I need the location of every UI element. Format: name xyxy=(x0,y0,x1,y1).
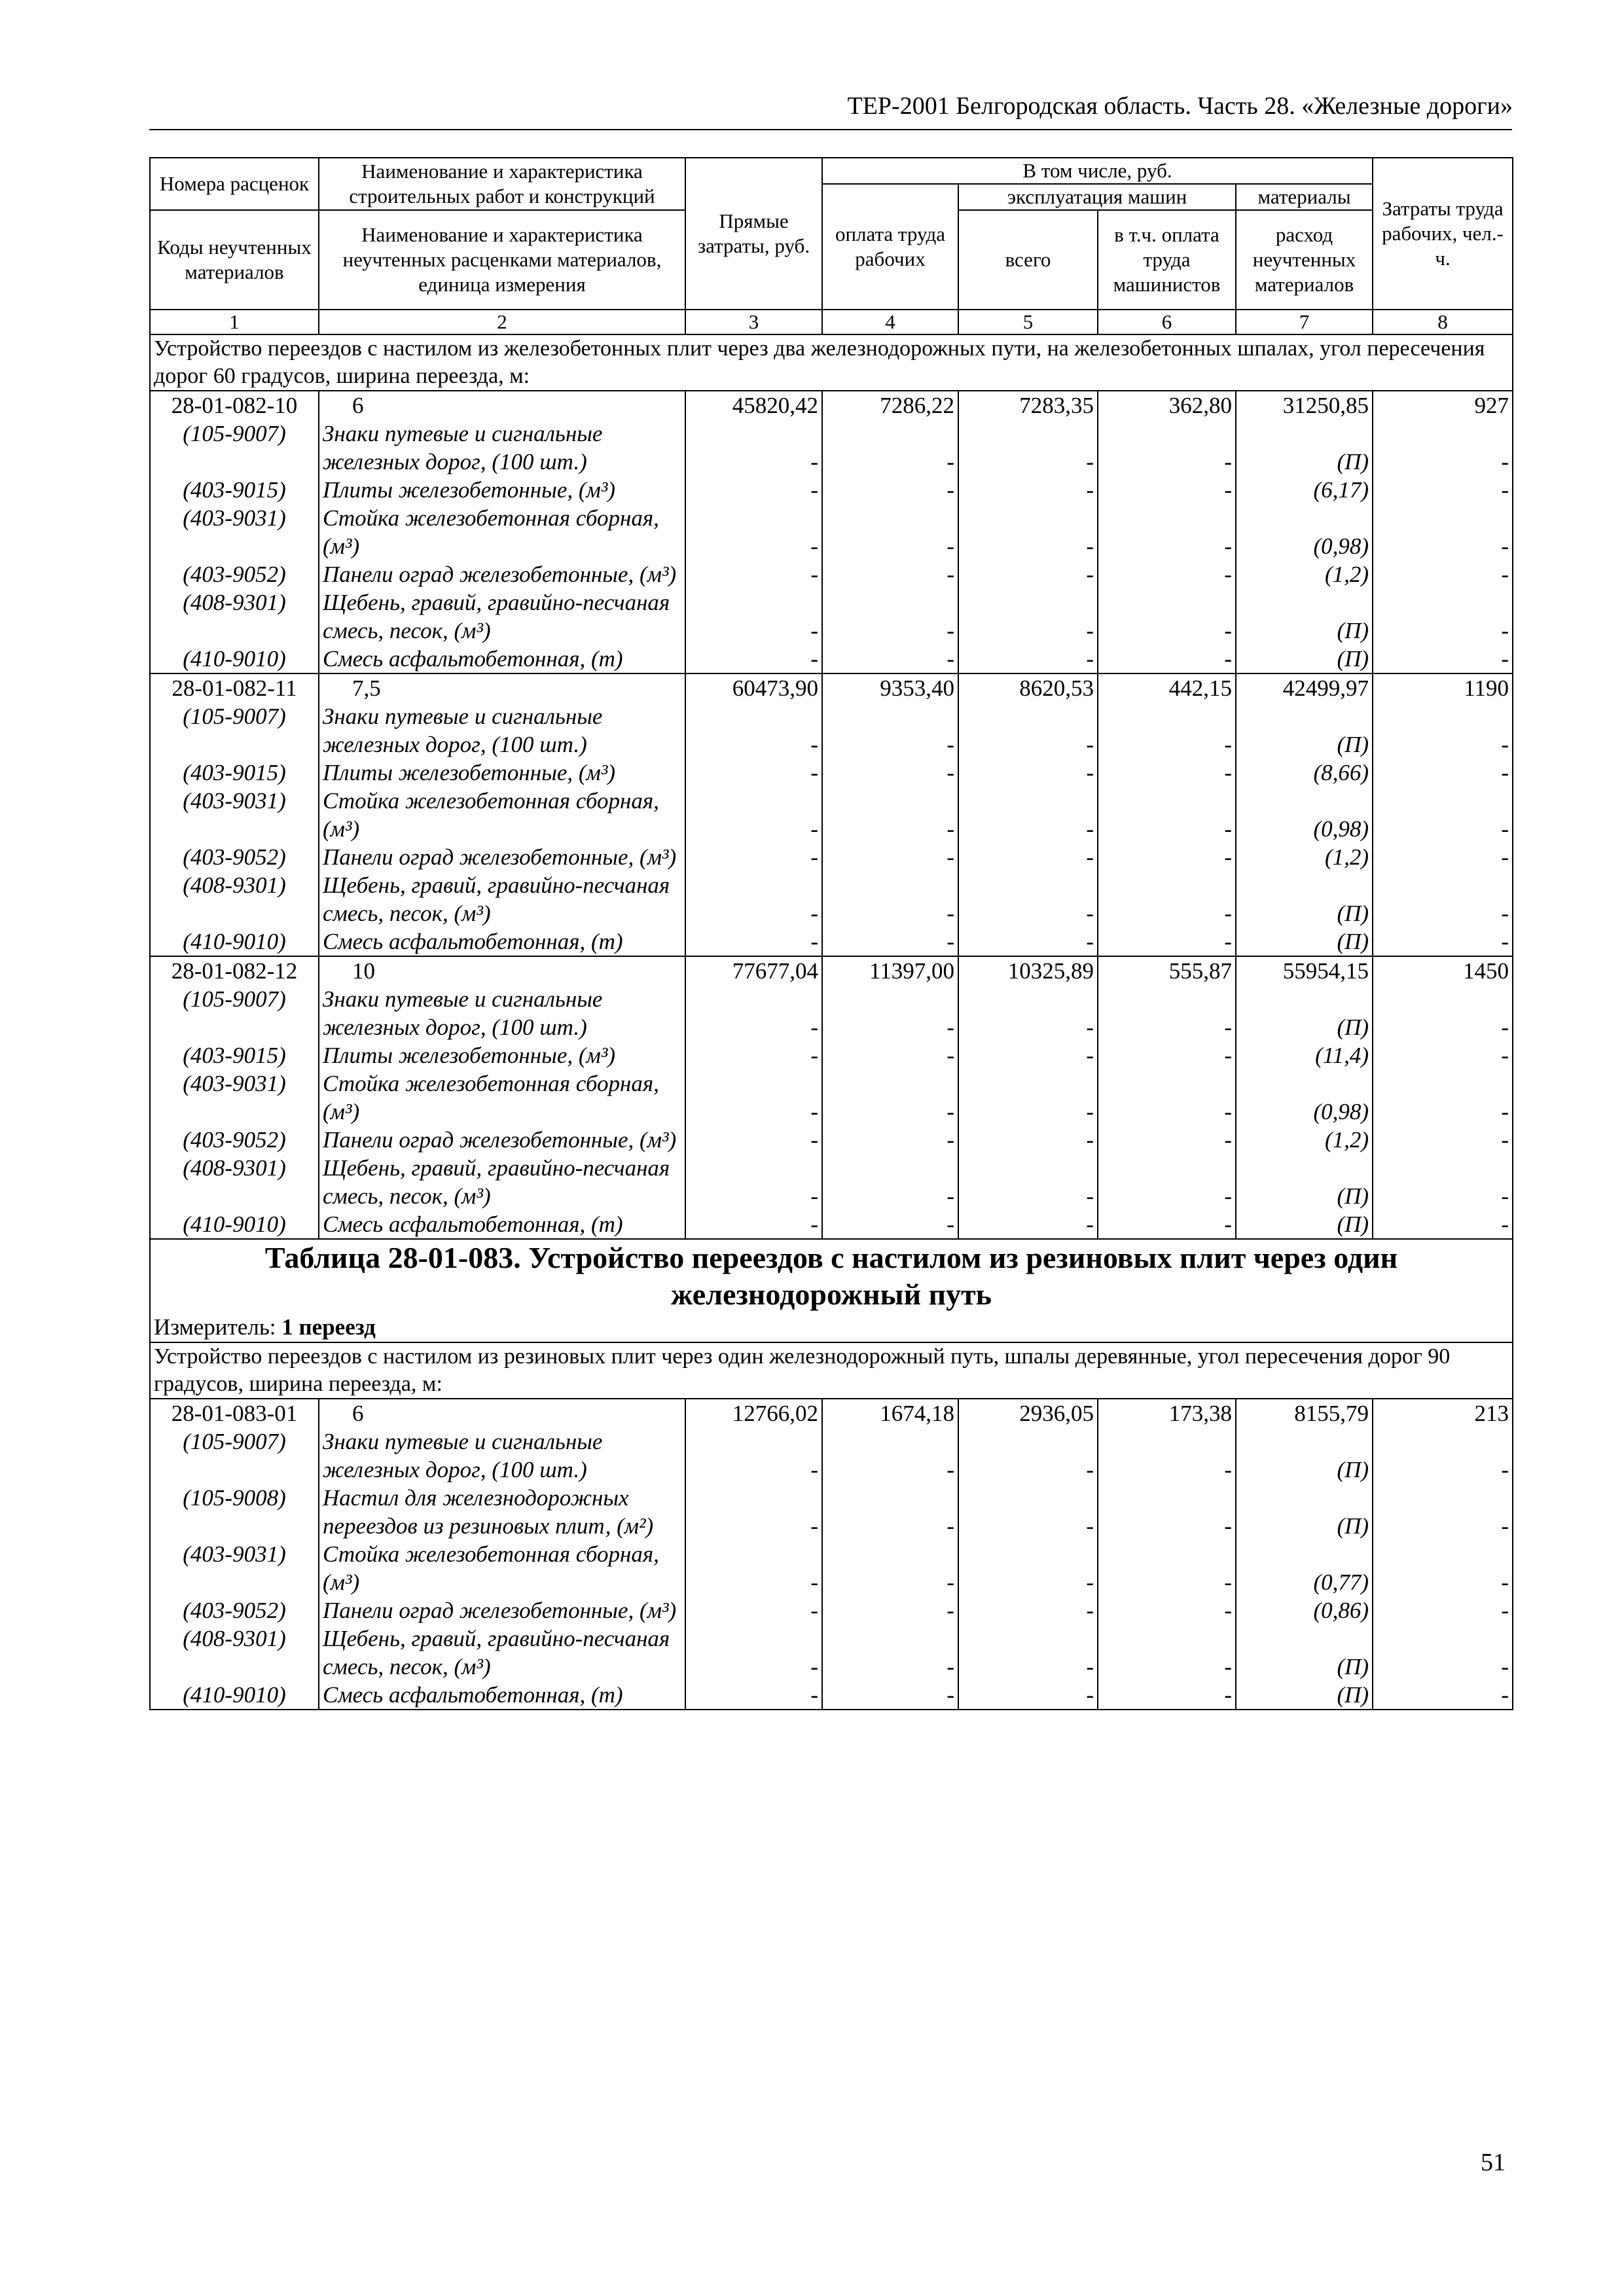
column-number: 6 xyxy=(1098,310,1236,334)
labor-hours-cell: - xyxy=(1373,1154,1513,1210)
material-code: (105-9007) xyxy=(150,985,319,1041)
operators-pay-cell: - xyxy=(1098,871,1236,927)
materials-cell: (П) xyxy=(1236,420,1373,476)
material-row xyxy=(150,420,1513,476)
rate-row xyxy=(150,1399,1513,1427)
workers-pay-cell: - xyxy=(822,1484,958,1540)
column-number: 5 xyxy=(958,310,1098,334)
column-number: 4 xyxy=(822,310,958,334)
materials-cell: (1,2) xyxy=(1236,560,1373,588)
header-operators-pay: в т.ч. оплата труда машинистов xyxy=(1098,210,1236,310)
operators-pay-cell: - xyxy=(1098,843,1236,871)
materials-cell: (0,77) xyxy=(1236,1540,1373,1596)
crossing-width: 6 xyxy=(319,391,685,420)
material-row xyxy=(150,588,1513,645)
workers-pay-cell: - xyxy=(822,420,958,476)
materials-cell: (11,4) xyxy=(1236,1041,1373,1069)
workers-pay-cell: - xyxy=(822,1041,958,1069)
operators-pay-cell: - xyxy=(1098,476,1236,504)
materials-cell: (1,2) xyxy=(1236,1126,1373,1154)
header-materials-group: материалы xyxy=(1236,184,1373,210)
operators-pay-cell: - xyxy=(1098,1624,1236,1681)
workers-pay-cell: 1674,18 xyxy=(822,1399,958,1427)
materials-cell: 8155,79 xyxy=(1236,1399,1373,1427)
operators-pay-cell: - xyxy=(1098,1069,1236,1126)
machines-total-cell: - xyxy=(958,1041,1098,1069)
labor-hours-cell: - xyxy=(1373,476,1513,504)
rate-code: 28-01-083-01 xyxy=(150,1399,319,1427)
material-row xyxy=(150,759,1513,787)
material-row xyxy=(150,1210,1513,1239)
material-code: (403-9052) xyxy=(150,1596,319,1624)
operators-pay-cell: - xyxy=(1098,1596,1236,1624)
operators-pay-cell: - xyxy=(1098,1126,1236,1154)
machines-total-cell: - xyxy=(958,843,1098,871)
labor-hours-cell: - xyxy=(1373,1210,1513,1239)
header-works-name: Наименование и характеристика строительных работ и конструкций xyxy=(319,158,685,210)
labor-hours-cell: - xyxy=(1373,927,1513,956)
labor-hours-cell: - xyxy=(1373,1069,1513,1126)
operators-pay-cell: - xyxy=(1098,787,1236,843)
material-code: (403-9031) xyxy=(150,1069,319,1126)
operators-pay-cell: - xyxy=(1098,504,1236,560)
material-row xyxy=(150,843,1513,871)
workers-pay-cell: - xyxy=(822,1154,958,1210)
header-materials-name: Наименование и характеристика неучтенных расценками материалов, единица измерения xyxy=(319,210,685,310)
machines-total-cell: - xyxy=(958,1154,1098,1210)
machines-total-cell: - xyxy=(958,476,1098,504)
material-name: Настил для железнодорожных переездов из резиновых плит, (м²) xyxy=(319,1484,685,1540)
labor-hours-cell: - xyxy=(1373,504,1513,560)
machines-total-cell: - xyxy=(958,560,1098,588)
operators-pay-cell: 362,80 xyxy=(1098,391,1236,420)
material-row xyxy=(150,1540,1513,1596)
materials-cell: (П) xyxy=(1236,927,1373,956)
direct-costs-cell: - xyxy=(685,1126,822,1154)
table-title-cell xyxy=(150,1239,1513,1313)
machines-total-cell: - xyxy=(958,1126,1098,1154)
labor-hours-cell: - xyxy=(1373,588,1513,645)
table-title: Таблица 28-01-083. Устройство переездов с настилом из резиновых плит через один железнодорожный путь xyxy=(264,1241,1398,1311)
material-code: (408-9301) xyxy=(150,1624,319,1681)
machines-total-cell: - xyxy=(958,1596,1098,1624)
material-name: Знаки путевые и сигнальные железных дорог, (100 шт.) xyxy=(319,702,685,759)
material-name: Смесь асфальтобетонная, (т) xyxy=(319,1210,685,1239)
direct-costs-cell: - xyxy=(685,871,822,927)
direct-costs-cell: 77677,04 xyxy=(685,956,822,985)
material-row xyxy=(150,1427,1513,1484)
labor-hours-cell: - xyxy=(1373,843,1513,871)
header-rule xyxy=(149,129,1512,130)
labor-hours-cell: - xyxy=(1373,1041,1513,1069)
material-row xyxy=(150,1624,1513,1681)
workers-pay-cell: - xyxy=(822,1210,958,1239)
material-code: (403-9015) xyxy=(150,476,319,504)
operators-pay-cell: - xyxy=(1098,1210,1236,1239)
direct-costs-cell: - xyxy=(685,420,822,476)
material-name: Знаки путевые и сигнальные железных дорог, (100 шт.) xyxy=(319,1427,685,1484)
direct-costs-cell: - xyxy=(685,1540,822,1596)
labor-hours-cell: 927 xyxy=(1373,391,1513,420)
header-unaccounted-codes: Коды неучтенных материалов xyxy=(150,210,319,310)
materials-cell: (8,66) xyxy=(1236,759,1373,787)
material-code: (410-9010) xyxy=(150,1210,319,1239)
section-heading: Устройство переездов с настилом из резиновых плит через один железнодорожный путь, шпалы деревянные, угол пересечения дорог 90 градусов, ширина переезда, м: xyxy=(150,1342,1513,1399)
materials-cell: (П) xyxy=(1236,985,1373,1041)
operators-pay-cell: - xyxy=(1098,927,1236,956)
workers-pay-cell: 9353,40 xyxy=(822,673,958,702)
operators-pay-cell: - xyxy=(1098,1484,1236,1540)
material-name: Щебень, гравий, гравийно-песчаная смесь, песок, (м³) xyxy=(319,1624,685,1681)
material-code: (105-9008) xyxy=(150,1484,319,1540)
running-header: ТЕР-2001 Белгородская область. Часть 28. «Железные дороги» xyxy=(847,92,1513,120)
direct-costs-cell: - xyxy=(685,985,822,1041)
direct-costs-cell: - xyxy=(685,1681,822,1710)
rates-table xyxy=(149,157,1513,1710)
operators-pay-cell: - xyxy=(1098,645,1236,673)
material-name: Стойка железобетонная сборная, (м³) xyxy=(319,1069,685,1126)
header-materials-consumption: расход неучтенных материалов xyxy=(1236,210,1373,310)
measure-value: 1 переезд xyxy=(281,1314,376,1340)
rate-row xyxy=(150,673,1513,702)
direct-costs-cell: - xyxy=(685,1596,822,1624)
material-code: (408-9301) xyxy=(150,871,319,927)
workers-pay-cell: - xyxy=(822,1624,958,1681)
operators-pay-cell: - xyxy=(1098,759,1236,787)
workers-pay-cell: - xyxy=(822,871,958,927)
material-name: Щебень, гравий, гравийно-песчаная смесь, песок, (м³) xyxy=(319,588,685,645)
crossing-width: 7,5 xyxy=(319,673,685,702)
operators-pay-cell: - xyxy=(1098,1681,1236,1710)
machines-total-cell: - xyxy=(958,588,1098,645)
labor-hours-cell: - xyxy=(1373,871,1513,927)
direct-costs-cell: - xyxy=(685,927,822,956)
direct-costs-cell: - xyxy=(685,1041,822,1069)
column-number: 2 xyxy=(319,310,685,334)
machines-total-cell: - xyxy=(958,759,1098,787)
direct-costs-cell: - xyxy=(685,787,822,843)
material-name: Щебень, гравий, гравийно-песчаная смесь, песок, (м³) xyxy=(319,871,685,927)
materials-cell: (0,98) xyxy=(1236,504,1373,560)
material-name: Смесь асфальтобетонная, (т) xyxy=(319,645,685,673)
material-row xyxy=(150,985,1513,1041)
direct-costs-cell: - xyxy=(685,560,822,588)
machines-total-cell: 7283,35 xyxy=(958,391,1098,420)
workers-pay-cell: - xyxy=(822,645,958,673)
operators-pay-cell: - xyxy=(1098,1154,1236,1210)
header-labor-hours: Затраты труда рабочих, чел.-ч. xyxy=(1373,158,1513,310)
workers-pay-cell: 7286,22 xyxy=(822,391,958,420)
machines-total-cell: - xyxy=(958,871,1098,927)
material-row xyxy=(150,1484,1513,1540)
direct-costs-cell: - xyxy=(685,843,822,871)
labor-hours-cell: 213 xyxy=(1373,1399,1513,1427)
machines-total-cell: - xyxy=(958,1540,1098,1596)
table-body xyxy=(150,334,1513,1710)
material-name: Стойка железобетонная сборная, (м³) xyxy=(319,504,685,560)
materials-cell: (П) xyxy=(1236,588,1373,645)
operators-pay-cell: 442,15 xyxy=(1098,673,1236,702)
column-number: 7 xyxy=(1236,310,1373,334)
table-title-row xyxy=(150,1239,1513,1313)
machines-total-cell: - xyxy=(958,1210,1098,1239)
material-name: Знаки путевые и сигнальные железных дорог, (100 шт.) xyxy=(319,420,685,476)
operators-pay-cell: - xyxy=(1098,1041,1236,1069)
materials-cell: (П) xyxy=(1236,1484,1373,1540)
material-row xyxy=(150,1681,1513,1710)
direct-costs-cell: - xyxy=(685,1427,822,1484)
material-code: (403-9052) xyxy=(150,1126,319,1154)
direct-costs-cell: 45820,42 xyxy=(685,391,822,420)
material-code: (408-9301) xyxy=(150,1154,319,1210)
header-workers-pay: оплата труда рабочих xyxy=(822,184,958,310)
material-code: (403-9031) xyxy=(150,787,319,843)
labor-hours-cell: - xyxy=(1373,1126,1513,1154)
material-row xyxy=(150,927,1513,956)
crossing-width: 6 xyxy=(319,1399,685,1427)
materials-cell: (П) xyxy=(1236,702,1373,759)
column-number: 8 xyxy=(1373,310,1513,334)
materials-cell: (6,17) xyxy=(1236,476,1373,504)
materials-cell: (П) xyxy=(1236,871,1373,927)
workers-pay-cell: - xyxy=(822,1427,958,1484)
rate-code: 28-01-082-11 xyxy=(150,673,319,702)
materials-cell: (П) xyxy=(1236,645,1373,673)
material-row xyxy=(150,871,1513,927)
workers-pay-cell: - xyxy=(822,1540,958,1596)
labor-hours-cell: 1190 xyxy=(1373,673,1513,702)
operators-pay-cell: - xyxy=(1098,1540,1236,1596)
material-name: Щебень, гравий, гравийно-песчаная смесь, песок, (м³) xyxy=(319,1154,685,1210)
material-code: (403-9015) xyxy=(150,759,319,787)
header-including-group: В том числе, руб. xyxy=(822,158,1373,184)
workers-pay-cell: - xyxy=(822,1069,958,1126)
material-name: Панели оград железобетонные, (м³) xyxy=(319,1596,685,1624)
material-name: Стойка железобетонная сборная, (м³) xyxy=(319,1540,685,1596)
workers-pay-cell: - xyxy=(822,843,958,871)
machines-total-cell: - xyxy=(958,420,1098,476)
section-heading-row xyxy=(150,334,1513,391)
section-heading: Устройство переездов с настилом из железобетонных плит через два железнодорожных пути, на железобетонных шпалах, угол пересечения дорог 60 градусов, ширина переезда, м: xyxy=(150,334,1513,391)
labor-hours-cell: - xyxy=(1373,645,1513,673)
direct-costs-cell: 12766,02 xyxy=(685,1399,822,1427)
material-code: (410-9010) xyxy=(150,1681,319,1710)
material-name: Плиты железобетонные, (м³) xyxy=(319,759,685,787)
labor-hours-cell: - xyxy=(1373,1681,1513,1710)
labor-hours-cell: - xyxy=(1373,420,1513,476)
operators-pay-cell: - xyxy=(1098,588,1236,645)
machines-total-cell: 8620,53 xyxy=(958,673,1098,702)
header-direct-costs: Прямые затраты, руб. xyxy=(685,158,822,310)
direct-costs-cell: - xyxy=(685,1484,822,1540)
material-row xyxy=(150,1596,1513,1624)
materials-cell: (П) xyxy=(1236,1154,1373,1210)
measure-cell xyxy=(150,1313,1513,1342)
operators-pay-cell: 173,38 xyxy=(1098,1399,1236,1427)
machines-total-cell: - xyxy=(958,1624,1098,1681)
direct-costs-cell: - xyxy=(685,1624,822,1681)
material-name: Смесь асфальтобетонная, (т) xyxy=(319,927,685,956)
operators-pay-cell: 555,87 xyxy=(1098,956,1236,985)
direct-costs-cell: - xyxy=(685,476,822,504)
labor-hours-cell: - xyxy=(1373,985,1513,1041)
material-code: (410-9010) xyxy=(150,927,319,956)
labor-hours-cell: - xyxy=(1373,702,1513,759)
material-row xyxy=(150,645,1513,673)
material-name: Панели оград железобетонные, (м³) xyxy=(319,1126,685,1154)
materials-cell: (П) xyxy=(1236,1427,1373,1484)
measure-label: Измеритель: xyxy=(154,1314,276,1340)
page-number: 51 xyxy=(1481,2149,1506,2176)
materials-cell: (0,98) xyxy=(1236,787,1373,843)
direct-costs-cell: - xyxy=(685,504,822,560)
column-number: 1 xyxy=(150,310,319,334)
materials-cell: (0,98) xyxy=(1236,1069,1373,1126)
column-number: 3 xyxy=(685,310,822,334)
workers-pay-cell: 11397,00 xyxy=(822,956,958,985)
section-heading-row xyxy=(150,1342,1513,1399)
labor-hours-cell: - xyxy=(1373,759,1513,787)
header-machines-group: эксплуатация машин xyxy=(958,184,1236,210)
materials-cell: 42499,97 xyxy=(1236,673,1373,702)
material-code: (408-9301) xyxy=(150,588,319,645)
machines-total-cell: - xyxy=(958,1069,1098,1126)
workers-pay-cell: - xyxy=(822,927,958,956)
material-row xyxy=(150,476,1513,504)
rate-code: 28-01-082-12 xyxy=(150,956,319,985)
operators-pay-cell: - xyxy=(1098,702,1236,759)
workers-pay-cell: - xyxy=(822,504,958,560)
labor-hours-cell: - xyxy=(1373,1540,1513,1596)
workers-pay-cell: - xyxy=(822,560,958,588)
materials-cell: 31250,85 xyxy=(1236,391,1373,420)
labor-hours-cell: - xyxy=(1373,787,1513,843)
material-name: Панели оград железобетонные, (м³) xyxy=(319,843,685,871)
machines-total-cell: - xyxy=(958,1427,1098,1484)
labor-hours-cell: - xyxy=(1373,1624,1513,1681)
material-row xyxy=(150,1126,1513,1154)
material-row xyxy=(150,504,1513,560)
material-name: Панели оград железобетонные, (м³) xyxy=(319,560,685,588)
machines-total-cell: 2936,05 xyxy=(958,1399,1098,1427)
material-code: (403-9052) xyxy=(150,843,319,871)
workers-pay-cell: - xyxy=(822,985,958,1041)
machines-total-cell: - xyxy=(958,504,1098,560)
machines-total-cell: - xyxy=(958,1484,1098,1540)
direct-costs-cell: - xyxy=(685,1154,822,1210)
material-code: (403-9052) xyxy=(150,560,319,588)
material-row xyxy=(150,787,1513,843)
material-name: Плиты железобетонные, (м³) xyxy=(319,476,685,504)
material-row xyxy=(150,1154,1513,1210)
direct-costs-cell: - xyxy=(685,645,822,673)
operators-pay-cell: - xyxy=(1098,1427,1236,1484)
material-name: Знаки путевые и сигнальные железных дорог, (100 шт.) xyxy=(319,985,685,1041)
material-row xyxy=(150,702,1513,759)
direct-costs-cell: - xyxy=(685,1069,822,1126)
material-name: Смесь асфальтобетонная, (т) xyxy=(319,1681,685,1710)
operators-pay-cell: - xyxy=(1098,560,1236,588)
machines-total-cell: - xyxy=(958,645,1098,673)
rate-code: 28-01-082-10 xyxy=(150,391,319,420)
material-row xyxy=(150,560,1513,588)
workers-pay-cell: - xyxy=(822,1681,958,1710)
labor-hours-cell: - xyxy=(1373,560,1513,588)
materials-cell: (П) xyxy=(1236,1210,1373,1239)
material-code: (403-9031) xyxy=(150,504,319,560)
machines-total-cell: - xyxy=(958,985,1098,1041)
direct-costs-cell: - xyxy=(685,1210,822,1239)
workers-pay-cell: - xyxy=(822,759,958,787)
materials-cell: (1,2) xyxy=(1236,843,1373,871)
machines-total-cell: - xyxy=(958,787,1098,843)
workers-pay-cell: - xyxy=(822,702,958,759)
workers-pay-cell: - xyxy=(822,787,958,843)
material-code: (105-9007) xyxy=(150,702,319,759)
header-machines-total: всего xyxy=(958,210,1098,310)
measure-row xyxy=(150,1313,1513,1342)
materials-cell: (П) xyxy=(1236,1681,1373,1710)
header-rate-numbers: Номера расценок xyxy=(150,158,319,210)
material-code: (403-9031) xyxy=(150,1540,319,1596)
material-row xyxy=(150,1041,1513,1069)
workers-pay-cell: - xyxy=(822,588,958,645)
crossing-width: 10 xyxy=(319,956,685,985)
labor-hours-cell: - xyxy=(1373,1596,1513,1624)
material-name: Стойка железобетонная сборная, (м³) xyxy=(319,787,685,843)
direct-costs-cell: 60473,90 xyxy=(685,673,822,702)
operators-pay-cell: - xyxy=(1098,420,1236,476)
materials-cell: (П) xyxy=(1236,1624,1373,1681)
workers-pay-cell: - xyxy=(822,1596,958,1624)
direct-costs-cell: - xyxy=(685,588,822,645)
material-code: (105-9007) xyxy=(150,1427,319,1484)
materials-cell: (0,86) xyxy=(1236,1596,1373,1624)
material-name: Плиты железобетонные, (м³) xyxy=(319,1041,685,1069)
operators-pay-cell: - xyxy=(1098,985,1236,1041)
machines-total-cell: - xyxy=(958,927,1098,956)
material-code: (105-9007) xyxy=(150,420,319,476)
machines-total-cell: 10325,89 xyxy=(958,956,1098,985)
material-code: (403-9015) xyxy=(150,1041,319,1069)
machines-total-cell: - xyxy=(958,702,1098,759)
table-header xyxy=(150,158,1513,334)
machines-total-cell: - xyxy=(958,1681,1098,1710)
labor-hours-cell: 1450 xyxy=(1373,956,1513,985)
material-code: (410-9010) xyxy=(150,645,319,673)
material-row xyxy=(150,1069,1513,1126)
direct-costs-cell: - xyxy=(685,702,822,759)
workers-pay-cell: - xyxy=(822,1126,958,1154)
rate-row xyxy=(150,956,1513,985)
rate-row xyxy=(150,391,1513,420)
direct-costs-cell: - xyxy=(685,759,822,787)
materials-cell: 55954,15 xyxy=(1236,956,1373,985)
workers-pay-cell: - xyxy=(822,476,958,504)
labor-hours-cell: - xyxy=(1373,1484,1513,1540)
labor-hours-cell: - xyxy=(1373,1427,1513,1484)
